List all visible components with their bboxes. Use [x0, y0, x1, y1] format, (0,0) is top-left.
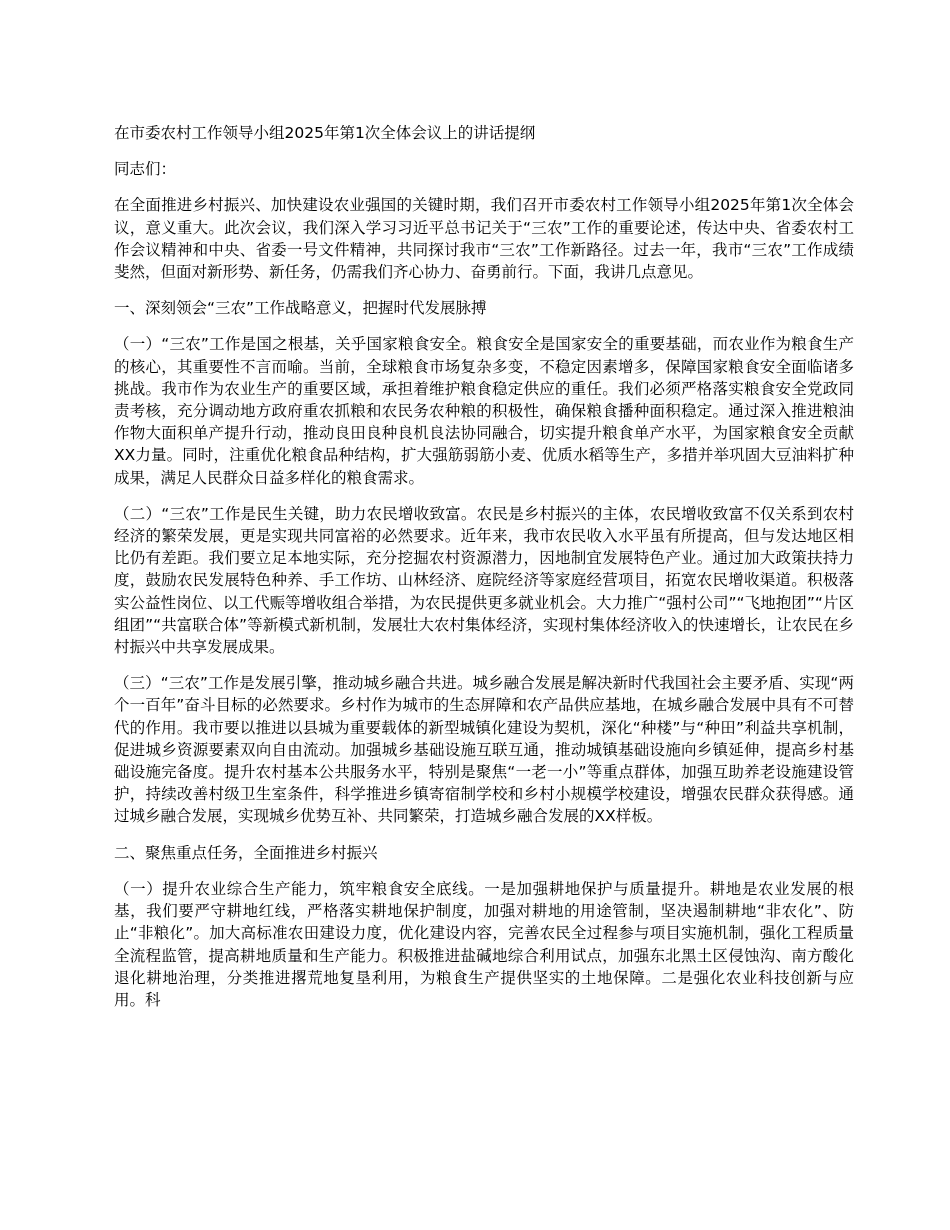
section1-paragraph-3: （三）“三农”工作是发展引擎，推动城乡融合共进。城乡融合发展是解决新时代我国社会主要矛盾、实现“两个一百年”奋斗目标的必然要求。乡村作为城市的生态屏障和农产品供应基地，在城乡融合发展中具有不可替代的作用。我市要以推进以县城为重要载体的新型城镇化建设为契机，深化“种楼”与“种田”利益共享机制，促进城乡资源要素双向自由流动。加强城乡基础设施互联互通，推动城镇基础设施向乡镇延伸，提高乡村基础设施完备度。提升农村基本公共服务水平，特别是聚焦“一老一小”等重点群体，加强互助养老设施建设管护，持续改善村级卫生室条件，科学推进乡镇寄宿制学校和乡村小规模学校建设，增强农民群众获得感。通过城乡融合发展，实现城乡优势互补、共同繁荣，打造城乡融合发展的XX样板。	[114, 674, 854, 826]
section2-paragraph-1: （一）提升农业综合生产能力，筑牢粮食安全底线。一是加强耕地保护与质量提升。耕地是农业发展的根基，我们要严守耕地红线，严格落实耕地保护制度，加强对耕地的用途管制，坚决遏制耕地“非农化”、防止“非粮化”。加大高标准农田建设力度，优化建设内容，完善农民全过程参与项目实施机制，强化工程质量全流程监管，提高耕地质量和生产能力。积极推进盐碱地综合利用试点，加强东北黑土区侵蚀沟、南方酸化退化耕地治理，分类推进撂荒地复垦利用，为粮食生产提供坚实的土地保障。二是强化农业科技创新与应用。科	[114, 879, 854, 1009]
document-title: 在市委农村工作领导小组2025年第1次全体会议上的讲话提纲	[114, 124, 536, 142]
section1-paragraph-1: （一）“三农”工作是国之根基，关乎国家粮食安全。粮食安全是国家安全的重要基础，而农业作为粮食生产的核心，其重要性不言而喻。当前，全球粮食市场复杂多变，不稳定因素增多，保障国家粮食安全面临诸多挑战。我市作为农业生产的重要区域，承担着维护粮食稳定供应的重任。我们必须严格落实粮食安全党政同责考核，充分调动地方政府重农抓粮和农民务农种粮的积极性，确保粮食播种面积稳定。通过深入推进粮油作物大面积单产提升行动，推动良田良种良机良法协同融合，切实提升粮食单产水平，为国家粮食安全贡献XX力量。同时，注重优化粮食品种结构，扩大强筋弱筋小麦、优质水稻等生产，多措并举巩固大豆油料扩种成果，满足人民群众日益多样化的粮食需求。	[114, 335, 854, 487]
intro-paragraph: 在全面推进乡村振兴、加快建设农业强国的关键时期，我们召开市委农村工作领导小组2025年第1次全体会议，意义重大。此次会议，我们深入学习习近平总书记关于“三农”工作的重要论述，传达中央、省委农村工作会议精神和中央、省委一号文件精神，共同探讨我市“三农”工作新路径。过去一年，我市“三农”工作成绩斐然，但面对新形势、新任务，仍需我们齐心协力、奋勇前行。下面，我讲几点意见。	[114, 196, 854, 282]
section-heading-2: 二、聚焦重点任务，全面推进乡村振兴	[114, 843, 378, 862]
salutation: 同志们：	[114, 160, 177, 179]
section-heading-1: 一、深刻领会“三农”工作战略意义，把握时代发展脉搏	[114, 299, 487, 318]
document-page	[114, 122, 854, 1025]
section1-paragraph-2: （二）“三农”工作是民生关键，助力农民增收致富。农民是乡村振兴的主体，农民增收致富不仅关系到农村经济的繁荣发展，更是实现共同富裕的必然要求。近年来，我市农民收入水平虽有所提高，但与发达地区相比仍有差距。我们要立足本地实际，充分挖掘农村资源潜力，因地制宜发展特色产业。通过加大政策扶持力度，鼓励农民发展特色种养、手工作坊、山林经济、庭院经济等家庭经营项目，拓宽农民增收渠道。积极落实公益性岗位、以工代赈等增收组合举措，为农民提供更多就业机会。大力推广“强村公司”“飞地抱团”“片区组团”“共富联合体”等新模式新机制，发展壮大农村集体经济，实现村集体经济收入的快速增长，让农民在乡村振兴中共享发展成果。	[114, 504, 854, 657]
